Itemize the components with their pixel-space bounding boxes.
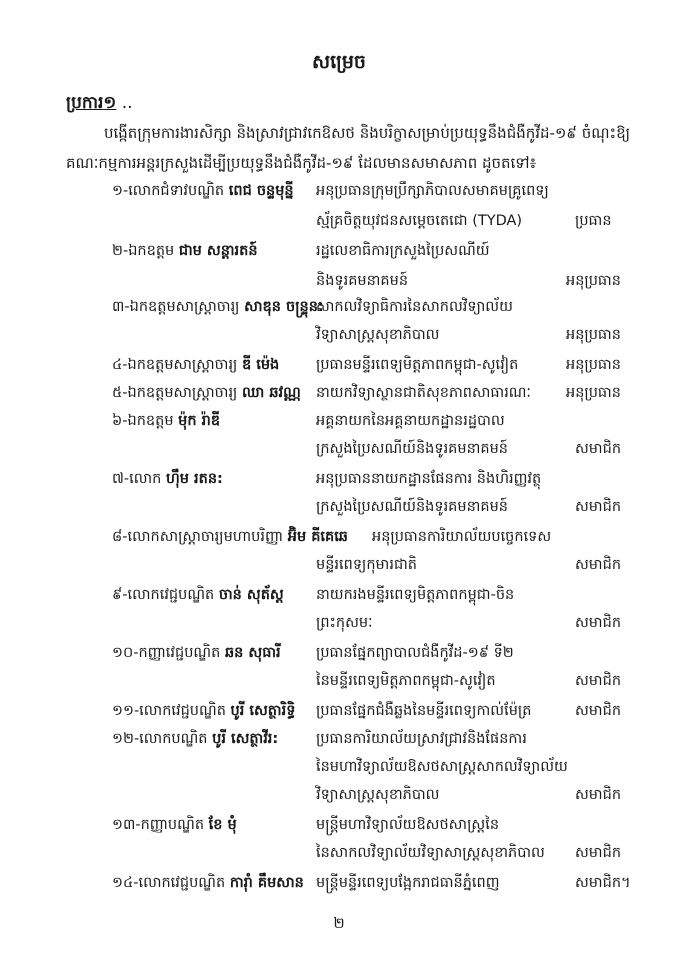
member-13-desc-2: នៃសាកលវិទ្យាល័យវិទ្យាសាស្ត្រសុខាភិបាល — [316, 845, 545, 861]
member-1-name: ១-លោកជំទាវបណ្ឌិត ពេជ ចន្ទមុន្នី — [112, 183, 294, 199]
member-3-desc-2: វិទ្យាសាស្ត្រសុខាភិបាល — [316, 327, 440, 343]
member-2-desc-2: និងទូរគមនាគមន៍ — [316, 273, 409, 289]
member-7-desc-2: ក្រសួងប្រៃសណីយ៍និងទូរគមនាគមន៍ — [316, 499, 509, 515]
member-2-desc-1: រដ្ឋលេខាធិការក្រសួងប្រៃសណីយ៍ — [316, 243, 490, 259]
member-8-name: ៨-លោកសាស្ត្រាចារ្យមហាបរិញ្ញា អ៊ិម គីគេឆេ — [112, 529, 349, 545]
member-11-desc-1: ប្រធានផ្នែកជំងឺឆ្លងនៃមន្ទីរពេទ្យកាល់ម៉ែត្រ — [316, 703, 532, 719]
document-title: សម្រេច — [312, 51, 366, 73]
member-6-role: សមាជិក — [575, 441, 622, 457]
member-6-desc-2: ក្រសួងប្រៃសណីយ៍និងទូរគមនាគមន៍ — [316, 441, 509, 457]
member-3-name: ៣-ឯកឧត្តមសាស្ត្រាចារ្យ សាឌុន ចន្ទ្រុន: — [112, 299, 324, 315]
member-7-desc-1: អនុប្រធាននាយកដ្ឋានផែនការ និងហិរញ្ញវត្ថុ — [316, 471, 542, 487]
member-2-role: អនុប្រធាន — [566, 273, 621, 289]
member-9-role: សមាជិក — [575, 615, 622, 631]
intro-line-2: គណៈកម្មការអន្តរក្រសួងដើម្បីប្រយុទ្ធនឹងជំងឺកូវីដ-១៩ ដែលមានសមាសភាព ដូចតទៅ៖ — [66, 154, 537, 172]
member-3-role: អនុប្រធាន — [566, 327, 621, 343]
member-11-name: ១១-លោកវេជ្ជបណ្ឌិត បូរី សេត្ថារិទ្ធិ — [112, 703, 296, 719]
intro-line-1: បង្កើតក្រុមការងារសិក្សា និងស្រាវជ្រាវកេឱសថ និងបរិក្ខាសម្រាប់ប្រយុទ្ធនឹងជំងឺកូវីដ-១៩ ចំណុះឱ្យ — [104, 124, 631, 142]
member-13-desc-1: មន្ត្រីមហាវិទ្យាល័យឱសថសាស្ត្រនៃ — [316, 817, 500, 833]
member-9-desc-1: នាយករងមន្ទីរពេទ្យមិត្តភាពកម្ពុជា-ចិន — [316, 587, 515, 603]
member-13-name: ១៣-កញ្ញាបណ្ឌិត ខែ មុំ — [112, 817, 237, 833]
member-12-role: សមាជិក — [575, 787, 622, 803]
member-1-desc-1: អនុប្រធានក្រុមប្រឹក្សាភិបាលសមាគមគ្រូពេទ្យ — [316, 183, 549, 199]
member-9-name: ៩-លោកវេជ្ជបណ្ឌិត ចាន់ សុត័ស្ដ — [112, 587, 284, 603]
member-8-role: សមាជិក — [575, 557, 622, 573]
member-10-desc-2: នៃមន្ទីរពេទ្យមិត្តភាពកម្ពុជា-សូវៀត — [316, 673, 496, 689]
member-12-desc-1: ប្រធានការិយាល័យស្រាវជ្រាវនិងផែនការ — [316, 731, 527, 747]
member-14-role: សមាជិក។ — [575, 875, 631, 891]
member-5-role: អនុប្រធាន — [566, 385, 621, 401]
member-12-desc-2: នៃមហាវិទ្យាល័យឱសថសាស្ត្រសាកលវិទ្យាល័យ — [316, 759, 568, 775]
member-6-desc-1: អគ្គនាយកនៃអគ្គនាយកដ្ឋានរដ្ឋបាល — [316, 413, 505, 429]
member-7-name: ៧-លោក ហ៊ឹម រតន: — [112, 471, 223, 487]
member-4-role: អនុប្រធាន — [566, 357, 621, 373]
member-1-desc-2: ស្ម័គ្រចិត្តយុវជនសម្ដេចតេជោ (TYDA) — [316, 213, 523, 229]
member-3-desc-1: សាកលវិទ្យាធិការនៃសាកលវិទ្យាល័យ — [316, 299, 513, 315]
member-10-name: ១០-កញ្ញាវេជ្ជបណ្ឌិត ឆន សុធារី — [112, 645, 281, 661]
member-6-name: ៦-ឯកឧត្តម ម៉ុក រ៉ាឌី — [112, 413, 221, 429]
member-8-desc-2: មន្ទីរពេទ្យកុមារជាតិ — [316, 557, 417, 573]
member-11-role: សមាជិក — [575, 703, 622, 719]
article-heading — [66, 92, 133, 117]
member-14-desc-1: មន្ត្រីមន្ទីរពេទ្យបង្អែករាជធានីភ្នំពេញ — [316, 875, 500, 891]
member-1-role: ប្រធាន — [575, 213, 612, 229]
member-4-name: ៤-ឯកឧត្តមសាស្ត្រាចារ្យ ឌី ម៉េង — [112, 357, 280, 373]
member-4-desc-1: ប្រធានមន្ទីរពេទ្យមិត្តភាពកម្ពុជា-សូវៀត — [316, 357, 519, 373]
member-14-name: ១៤-លោកវេជ្ជបណ្ឌិត ការ៉ាំ គឹមសាន — [112, 875, 304, 891]
member-5-name: ៥-ឯកឧត្តមសាស្ត្រាចារ្យ ឈា ឆវណ្ណ — [112, 385, 301, 401]
member-12-name: ១២-លោកបណ្ឌិត បូរី សេត្ថាវីរ: — [112, 731, 279, 747]
member-9-desc-2: ព្រះកុសមៈ — [316, 615, 373, 631]
member-12-desc-3: វិទ្យាសាស្ត្រសុខាភិបាល — [316, 787, 440, 803]
article-label: ប្រការ១ — [66, 93, 117, 113]
member-5-desc-1: នាយកវិទ្យាស្ថានជាតិសុខភាពសាធារណៈ — [316, 385, 531, 401]
member-13-role: សមាជិក — [575, 845, 622, 861]
member-8-desc-1: អនុប្រធានការិយាល័យបច្ចេកទេស — [372, 529, 552, 545]
member-7-role: សមាជិក — [575, 499, 622, 515]
member-2-name: ២-ឯកឧត្តម ជាម សន្តារតន៍ — [112, 243, 258, 259]
member-10-desc-1: ប្រធានផ្នែកព្យាបាលជំងឺកូវីដ-១៩ ទី២ — [316, 645, 514, 661]
article-suffix: .. — [116, 93, 133, 113]
page-number: ២ — [333, 914, 345, 932]
member-10-role: សមាជិក — [575, 673, 622, 689]
